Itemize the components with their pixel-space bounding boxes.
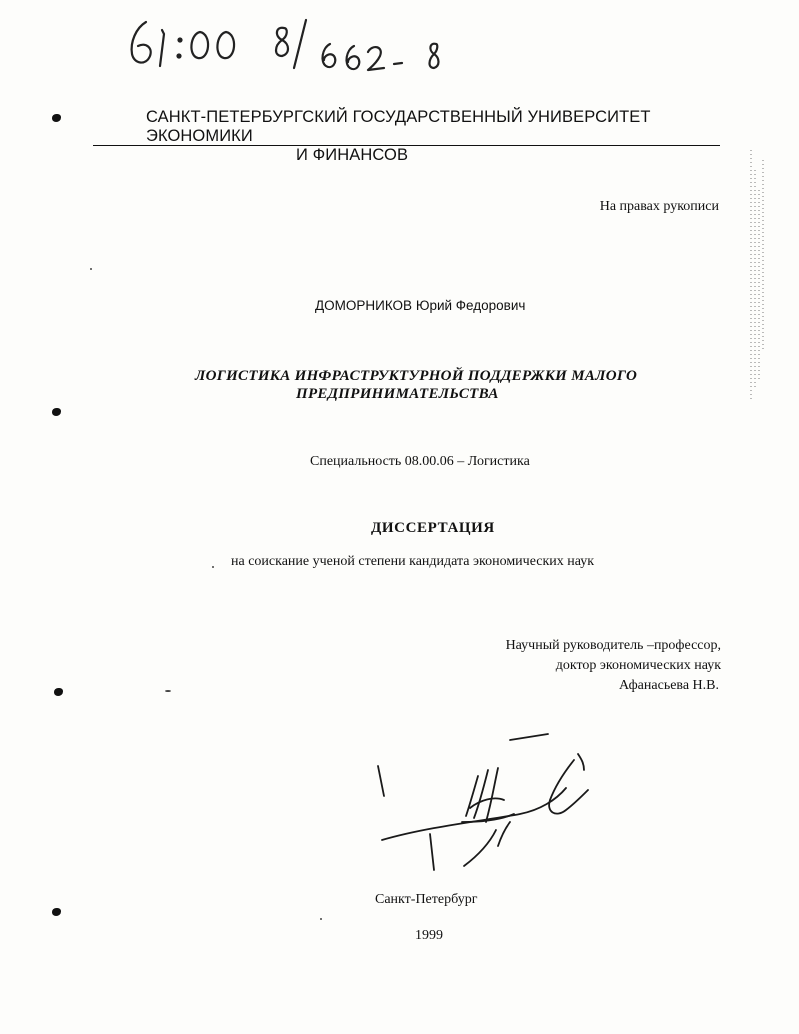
university-name-line2: И ФИНАНСОВ: [296, 146, 409, 164]
header-rule: [93, 145, 720, 146]
specialty: Специальность 08.00.06 – Логистика: [310, 454, 530, 469]
degree-statement: на соискание ученой степени кандидата экономических наук: [231, 554, 595, 569]
handwritten-archive-code: [118, 8, 458, 78]
document-type: ДИССЕРТАЦИЯ: [371, 520, 495, 536]
university-name: [146, 108, 726, 165]
scan-speck: [165, 690, 171, 692]
scan-mark: [52, 114, 61, 122]
author-name: ДОМОРНИКОВ Юрий Федорович: [315, 298, 526, 313]
supervisor-degree: доктор экономических наук: [555, 658, 721, 673]
supervisor-role: Научный руководитель –профессор,: [505, 638, 721, 653]
scan-speck: [90, 268, 92, 270]
thesis-title-line1: ЛОГИСТИКА ИНФРАСТРУКТУРНОЙ ПОДДЕРЖКИ МАЛОГО: [195, 368, 638, 384]
thesis-title: [195, 367, 675, 403]
scan-speck: [320, 918, 322, 920]
city: Санкт-Петербург: [375, 892, 478, 907]
supervisor-block: [506, 636, 721, 696]
manuscript-note: На правах рукописи: [599, 199, 719, 214]
scan-mark: [54, 688, 63, 696]
supervisor-name: Афанасьева Н.В.: [619, 678, 719, 693]
thesis-title-line2: ПРЕДПРИНИМАТЕЛЬСТВА: [296, 386, 499, 402]
scan-mark: [52, 908, 61, 916]
signature: [360, 730, 610, 880]
university-name-line1: САНКТ-ПЕТЕРБУРГСКИЙ ГОСУДАРСТВЕННЫЙ УНИВЕРСИТЕТ ЭКОНОМИКИ: [146, 108, 651, 145]
scan-mark: [52, 408, 61, 416]
year: 1999: [415, 928, 443, 943]
scan-speck: [212, 566, 214, 568]
scan-edge-noise: [745, 150, 769, 400]
